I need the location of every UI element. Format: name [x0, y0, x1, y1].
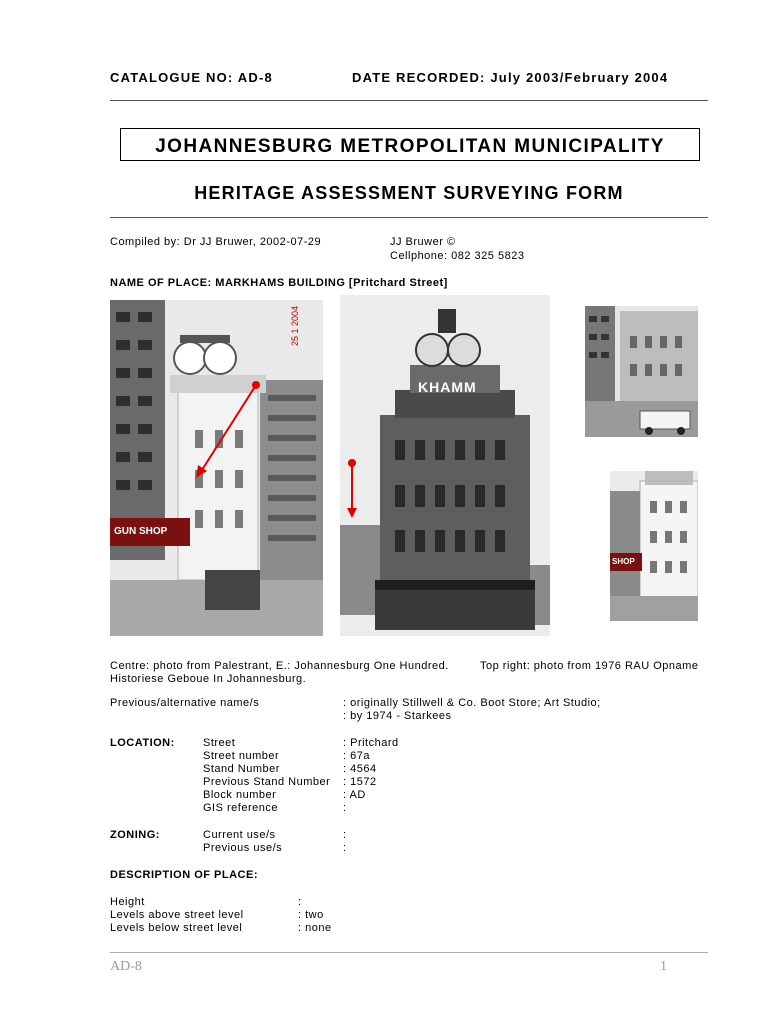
photo-top-right — [585, 306, 698, 437]
location-street-number-value: : 67a — [343, 750, 370, 762]
location-street-label: Street — [203, 737, 236, 749]
compiler-name: JJ Bruwer © — [390, 236, 456, 248]
zoning-previous-use-value: : — [343, 842, 347, 854]
description-levels-above-label: Levels above street level — [110, 909, 244, 921]
description-height-label: Height — [110, 896, 145, 908]
location-street-number-label: Street number — [203, 750, 280, 762]
location-stand-number-value: : 4564 — [343, 763, 377, 775]
description-levels-above-value: : two — [298, 909, 324, 921]
date-recorded: DATE RECORDED: July 2003/February 2004 — [352, 70, 669, 85]
location-previous-stand-label: Previous Stand Number — [203, 776, 331, 788]
footer-catalogue-code: AD-8 — [110, 959, 142, 974]
header-divider — [110, 100, 708, 101]
description-levels-below-value: : none — [298, 922, 332, 934]
form-subtitle: HERITAGE ASSESSMENT SURVEYING FORM — [194, 183, 624, 203]
location-block-number-label: Block number — [203, 789, 277, 801]
page-number: 1 — [660, 959, 667, 974]
zoning-current-use-value: : — [343, 829, 347, 841]
caption-centre: Centre: photo from Palestrant, E.: Johannesburg One Hundred. — [110, 660, 449, 672]
compiler-cellphone: Cellphone: 082 325 5823 — [390, 250, 525, 262]
location-stand-number-label: Stand Number — [203, 763, 280, 775]
title-divider — [110, 217, 708, 218]
description-levels-below-label: Levels below street level — [110, 922, 243, 934]
zoning-heading: ZONING: — [110, 829, 160, 841]
photo-street-view — [110, 300, 323, 636]
previous-names-value-1: : originally Stillwell & Co. Boot Store; Art Studio; — [343, 697, 601, 709]
location-heading: LOCATION: — [110, 737, 175, 749]
markham-sign: KHAMM — [418, 379, 477, 395]
location-gis-reference-label: GIS reference — [203, 802, 278, 814]
caption-top-right: Top right: photo from 1976 RAU Opname — [480, 660, 699, 672]
zoning-current-use-label: Current use/s — [203, 829, 276, 841]
zoning-previous-use-label: Previous use/s — [203, 842, 283, 854]
description-height-value: : — [298, 896, 302, 908]
catalogue-number: CATALOGUE NO: AD-8 — [110, 70, 273, 85]
location-street-value: : Pritchard — [343, 737, 399, 749]
location-gis-reference-value: : — [343, 802, 347, 814]
photo-historic-building — [340, 295, 550, 636]
gun-shop-sign: GUN SHOP — [114, 526, 168, 537]
previous-names-label: Previous/alternative name/s — [110, 697, 260, 709]
shop-sign: SHOP — [612, 557, 635, 566]
footer-divider — [110, 952, 708, 953]
compiled-by: Compiled by: Dr JJ Bruwer, 2002-07-29 — [110, 236, 322, 248]
description-heading: DESCRIPTION OF PLACE: — [110, 869, 259, 881]
page-title: JOHANNESBURG METROPOLITAN MUNICIPALITY — [155, 136, 665, 157]
photo-bottom-right — [610, 471, 698, 621]
previous-names-value-2: : by 1974 - Starkees — [343, 710, 452, 722]
photo-date-stamp: 25 1 2004 — [290, 306, 300, 347]
caption-source: Historiese Geboue In Johannesburg. — [110, 673, 307, 685]
location-block-number-value: : AD — [343, 789, 366, 801]
location-previous-stand-value: : 1572 — [343, 776, 377, 788]
place-name: NAME OF PLACE: MARKHAMS BUILDING [Pritchard Street] — [110, 277, 448, 289]
